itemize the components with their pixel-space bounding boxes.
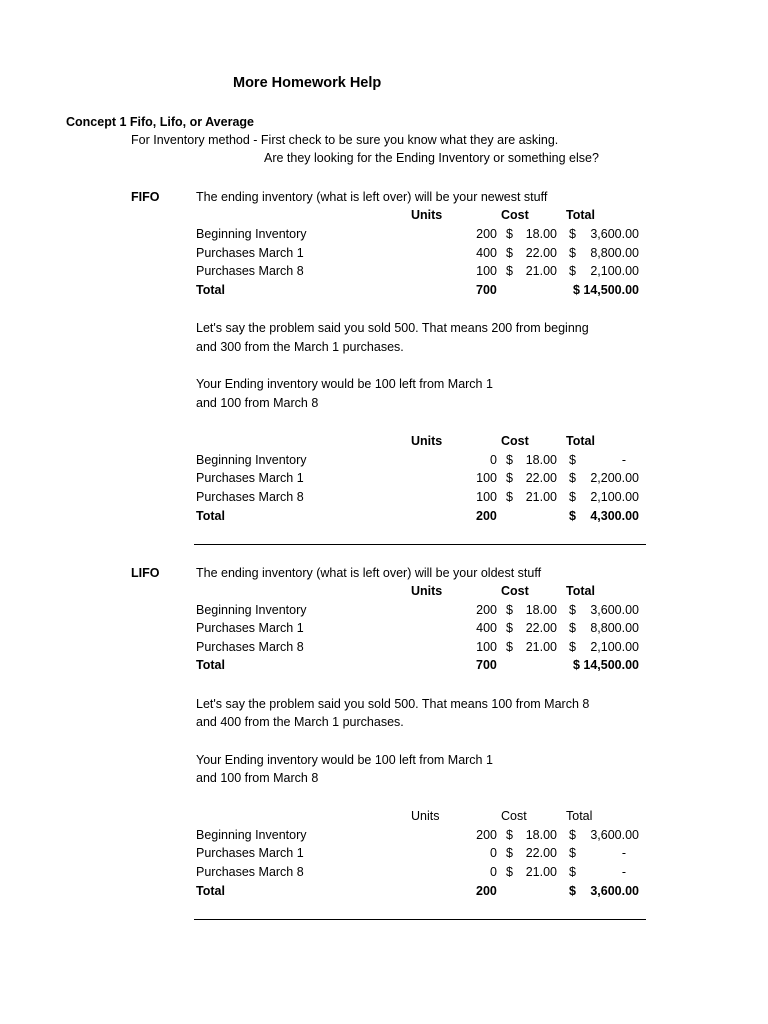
lifo-para2-line1: Your Ending inventory would be 100 left from March 1 [196, 753, 493, 767]
row-units: 200 [476, 603, 497, 617]
row-cost: 22.00 [525, 846, 557, 860]
fifo-description: The ending inventory (what is left over) will be your newest stuff [196, 190, 548, 204]
cost-dollar-sign: $ [506, 453, 513, 467]
cost-dollar-sign: $ [506, 471, 513, 485]
row-label: Beginning Inventory [196, 227, 307, 241]
total-dollar-sign: $ [569, 640, 576, 654]
row-cost: 18.00 [525, 453, 557, 467]
row-units: 0 [490, 846, 497, 860]
row-label: Purchases March 8 [196, 264, 304, 278]
row-label: Purchases March 1 [196, 246, 304, 260]
row-label: Purchases March 8 [196, 865, 304, 879]
row-total: - [621, 846, 626, 860]
row-cost: 22.00 [525, 621, 557, 635]
total-units: 700 [476, 283, 497, 297]
total-dollar-sign: $ [569, 828, 576, 842]
row-total: 2,100.00 [590, 490, 639, 504]
row-label: Beginning Inventory [196, 828, 307, 842]
row-cost: 18.00 [525, 227, 557, 241]
lifo-para1-line2: and 400 from the March 1 purchases. [196, 715, 404, 729]
row-total: 2,100.00 [590, 264, 639, 278]
row-total: 8,800.00 [590, 246, 639, 260]
cost-dollar-sign: $ [506, 828, 513, 842]
total-label: Total [196, 283, 225, 297]
total-units: 700 [476, 658, 497, 672]
cost-dollar-sign: $ [506, 227, 513, 241]
total-units: 200 [476, 509, 497, 523]
units-header: Units [411, 809, 440, 823]
total-units: 200 [476, 884, 497, 898]
row-label: Purchases March 1 [196, 471, 304, 485]
total-amount: 4,300.00 [590, 509, 639, 523]
total-dollar-sign: $ [569, 490, 576, 504]
row-total: 2,200.00 [590, 471, 639, 485]
fifo-para2-line2: and 100 from March 8 [196, 396, 319, 410]
cost-dollar-sign: $ [506, 640, 513, 654]
cost-header: Cost [501, 584, 529, 598]
lifo-label: LIFO [131, 566, 160, 580]
cost-dollar-sign: $ [506, 264, 513, 278]
total-dollar-sign: $ [569, 453, 576, 467]
row-units: 100 [476, 264, 497, 278]
row-cost: 21.00 [525, 640, 557, 654]
total-dollar-sign: $ [569, 509, 576, 523]
concept-heading: Concept 1 Fifo, Lifo, or Average [66, 115, 254, 129]
row-units: 0 [490, 865, 497, 879]
row-units: 400 [476, 246, 497, 260]
cost-dollar-sign: $ [506, 246, 513, 260]
total-header: Total [566, 208, 595, 222]
cost-dollar-sign: $ [506, 603, 513, 617]
total-dollar-sign: $ [569, 246, 576, 260]
row-cost: 21.00 [525, 264, 557, 278]
row-units: 400 [476, 621, 497, 635]
row-units: 0 [490, 453, 497, 467]
row-total: 3,600.00 [590, 227, 639, 241]
section-divider [194, 919, 646, 920]
row-cost: 22.00 [525, 471, 557, 485]
row-total: 2,100.00 [590, 640, 639, 654]
total-amount: 3,600.00 [590, 884, 639, 898]
row-label: Purchases March 8 [196, 490, 304, 504]
total-dollar-sign: $ [569, 227, 576, 241]
cost-dollar-sign: $ [506, 621, 513, 635]
units-header: Units [411, 208, 443, 222]
row-label: Purchases March 8 [196, 640, 304, 654]
total-header: Total [566, 584, 595, 598]
row-cost: 18.00 [525, 828, 557, 842]
fifo-para1-line2: and 300 from the March 1 purchases. [196, 340, 404, 354]
cost-header: Cost [501, 208, 529, 222]
total-amount: $ 14,500.00 [572, 283, 639, 297]
page-title: More Homework Help [233, 75, 382, 91]
units-header: Units [411, 584, 443, 598]
cost-dollar-sign: $ [506, 490, 513, 504]
total-amount: $ 14,500.00 [572, 658, 639, 672]
units-header: Units [411, 434, 443, 448]
row-units: 200 [476, 227, 497, 241]
total-dollar-sign: $ [569, 865, 576, 879]
row-units: 100 [476, 471, 497, 485]
section-divider [194, 544, 646, 545]
total-dollar-sign: $ [569, 884, 576, 898]
row-cost: 18.00 [525, 603, 557, 617]
row-units: 100 [476, 640, 497, 654]
total-dollar-sign: $ [569, 471, 576, 485]
total-dollar-sign: $ [569, 264, 576, 278]
total-dollar-sign: $ [569, 846, 576, 860]
row-label: Purchases March 1 [196, 621, 304, 635]
cost-dollar-sign: $ [506, 846, 513, 860]
cost-header: Cost [501, 434, 529, 448]
row-units: 100 [476, 490, 497, 504]
row-cost: 22.00 [525, 246, 557, 260]
row-cost: 21.00 [525, 865, 557, 879]
fifo-para1-line1: Let's say the problem said you sold 500. That means 200 from beginng [196, 321, 589, 335]
row-total: 3,600.00 [590, 828, 639, 842]
lifo-description: The ending inventory (what is left over) will be your oldest stuff [196, 566, 542, 580]
row-label: Beginning Inventory [196, 603, 307, 617]
total-dollar-sign: $ [569, 621, 576, 635]
total-label: Total [196, 884, 225, 898]
row-total: - [621, 865, 626, 879]
row-total: - [621, 453, 626, 467]
total-dollar-sign: $ [569, 603, 576, 617]
lifo-para2-line2: and 100 from March 8 [196, 771, 319, 785]
fifo-para2-line1: Your Ending inventory would be 100 left from March 1 [196, 377, 493, 391]
cost-dollar-sign: $ [506, 865, 513, 879]
lifo-para1-line1: Let's say the problem said you sold 500. That means 100 from March 8 [196, 697, 590, 711]
intro-line-1: For Inventory method - First check to be sure you know what they are asking. [131, 133, 559, 147]
intro-line-2: Are they looking for the Ending Inventory or something else? [264, 151, 599, 165]
row-label: Beginning Inventory [196, 453, 307, 467]
total-label: Total [196, 509, 225, 523]
cost-header: Cost [501, 809, 527, 823]
row-label: Purchases March 1 [196, 846, 304, 860]
row-units: 200 [476, 828, 497, 842]
row-total: 8,800.00 [590, 621, 639, 635]
total-header: Total [566, 809, 593, 823]
total-label: Total [196, 658, 225, 672]
row-total: 3,600.00 [590, 603, 639, 617]
total-header: Total [566, 434, 595, 448]
row-cost: 21.00 [525, 490, 557, 504]
fifo-label: FIFO [131, 190, 160, 204]
